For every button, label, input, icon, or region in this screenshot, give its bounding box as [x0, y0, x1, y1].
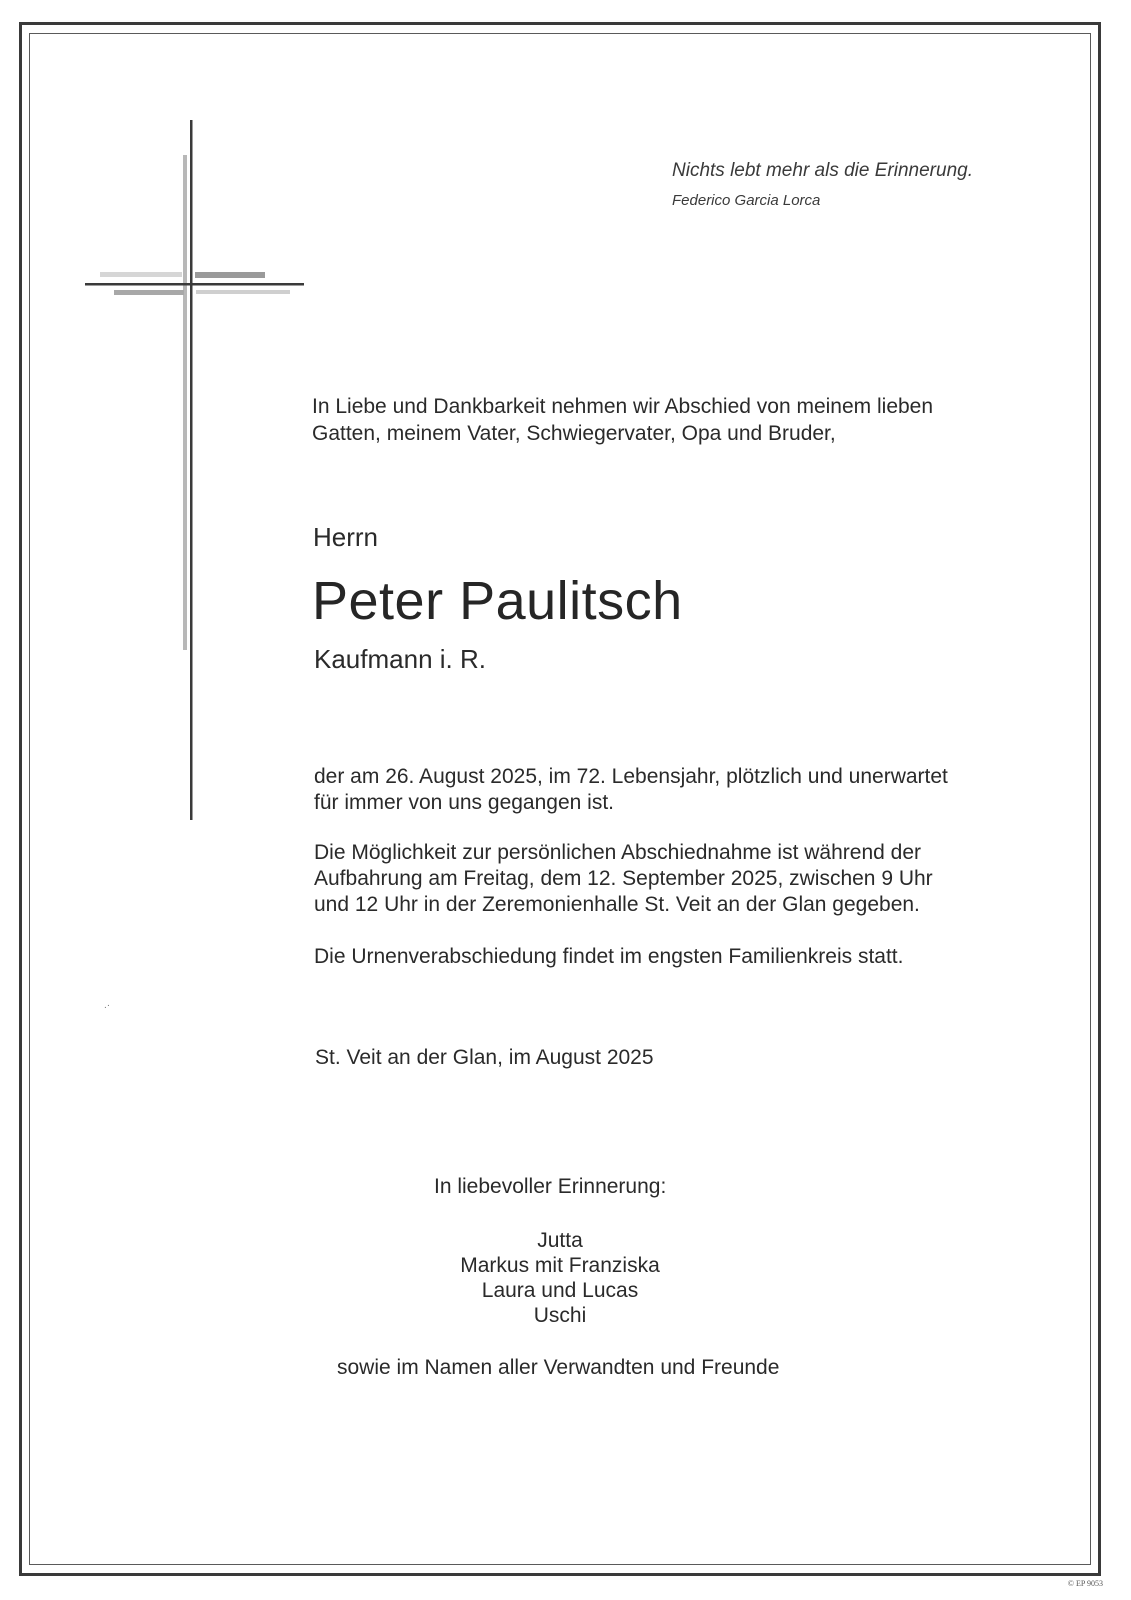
- deceased-occupation: Kaufmann i. R.: [314, 644, 486, 674]
- relatives-line: sowie im Namen aller Verwandten und Freunde: [337, 1356, 780, 1379]
- viewing-line: Aufbahrung am Freitag, dem 12. September 2025, zwischen 9 Uhr: [314, 867, 933, 890]
- quote-author: Federico Garcia Lorca: [672, 192, 821, 209]
- footer-code: © EP 9053: [1067, 1579, 1103, 1588]
- passing-line: für immer von uns gegangen ist.: [314, 791, 614, 814]
- honorific: Herrn: [313, 522, 379, 552]
- viewing-line: und 12 Uhr in der Zeremonienhalle St. Veit an der Glan gegeben.: [314, 893, 920, 916]
- deceased-name: Peter Paulitsch: [312, 571, 683, 631]
- passing-text: [314, 764, 1034, 816]
- place-date: St. Veit an der Glan, im August 2025: [315, 1046, 654, 1069]
- viewing-line: Die Möglichkeit zur persönlichen Abschiednahme ist während der: [314, 841, 921, 864]
- scan-speck: .·: [104, 1000, 111, 1011]
- memorial-quote: Nichts lebt mehr als die Erinnerung.: [672, 160, 973, 181]
- mourner-name: Laura und Lucas: [481, 1279, 639, 1302]
- mourner-name: Uschi: [533, 1304, 587, 1327]
- closing-line: In liebevoller Erinnerung:: [434, 1175, 667, 1198]
- cross-icon: [0, 0, 320, 820]
- intro-text: [312, 393, 1032, 447]
- ceremony-text: Die Urnenverabschiedung findet im engsten Familienkreis statt.: [314, 945, 904, 968]
- intro-line: Gatten, meinem Vater, Schwiegervater, Opa und Bruder,: [312, 422, 836, 445]
- intro-line: In Liebe und Dankbarkeit nehmen wir Abschied von meinem lieben: [312, 395, 934, 418]
- viewing-text: [314, 840, 1034, 918]
- mourners-list: [360, 1228, 760, 1328]
- mourner-name: Jutta: [537, 1229, 583, 1252]
- passing-line: der am 26. August 2025, im 72. Lebensjahr, plötzlich und unerwartet: [314, 765, 948, 788]
- mourner-name: Markus mit Franziska: [460, 1254, 660, 1277]
